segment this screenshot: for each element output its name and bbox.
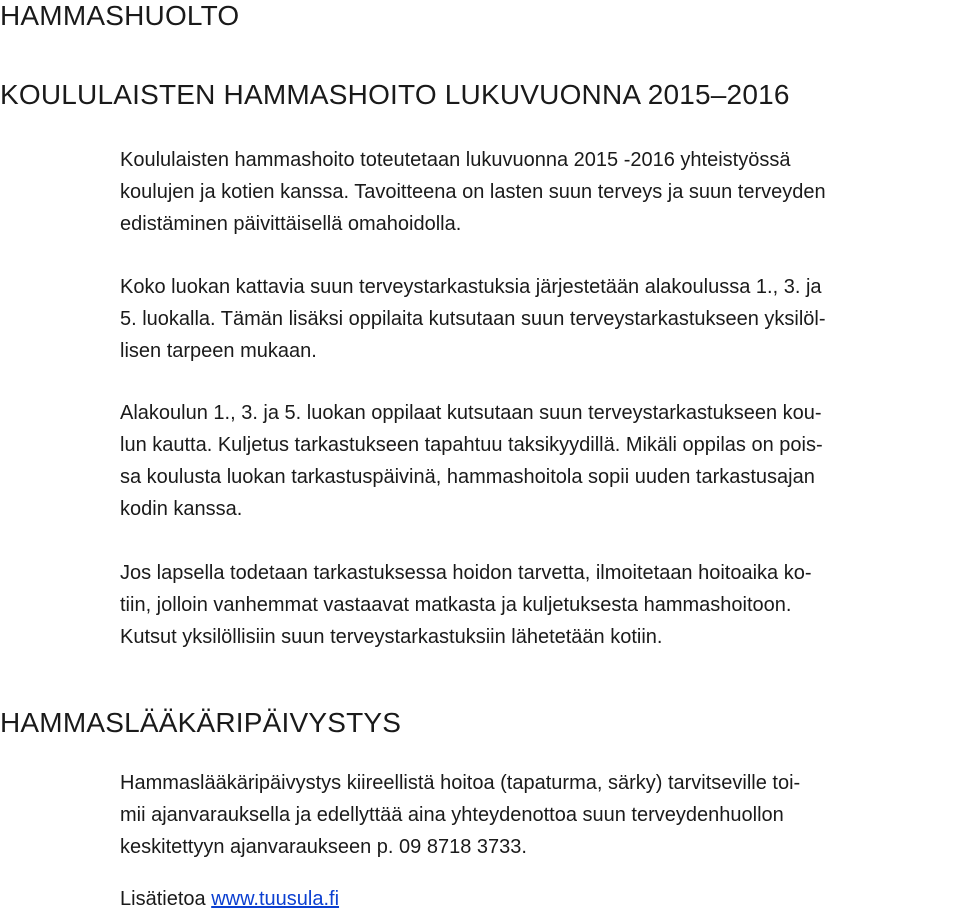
more-info-label: Lisätietoa: [120, 888, 206, 910]
website-link[interactable]: www.tuusula.fi: [211, 888, 340, 910]
more-info-line: [120, 883, 950, 915]
text-line: koulujen ja kotien kanssa. Tavoitteena on lasten suun terveys ja suun terveyden: [120, 181, 826, 203]
text-line: Koululaisten hammashoito toteutetaan lukuvuonna 2015 -2016 yhteistyössä: [120, 149, 791, 171]
paragraph-intro: [120, 144, 950, 240]
paragraph-school-transport: [120, 397, 950, 525]
text-line: lun kautta. Kuljetus tarkastukseen tapahtuu taksikyydillä. Mikäli oppilas on pois-: [120, 434, 823, 456]
text-line: Hammaslääkäripäivystys kiireellistä hoitoa (tapaturma, särky) tarvitseville toi-: [120, 772, 801, 794]
text-line: tiin, jolloin vanhemmat vastaavat matkasta ja kuljetuksesta hammashoitoon.: [120, 594, 792, 616]
text-line: mii ajanvarauksella ja edellyttää aina yhteydenottoa suun terveydenhuollon: [120, 804, 784, 826]
text-line: 5. luokalla. Tämän lisäksi oppilaita kutsutaan suun terveystarkastukseen yksilöl-: [120, 308, 826, 330]
text-line: kodin kanssa.: [120, 498, 243, 520]
text-line: Koko luokan kattavia suun terveystarkastuksia järjestetään alakoulussa 1., 3. ja: [120, 276, 822, 298]
section-heading-school-dental-care: KOULULAISTEN HAMMASHOITO LUKUVUONNA 2015–2016: [0, 79, 790, 110]
text-line: keskitettyyn ajanvaraukseen p. 09 8718 3733.: [120, 836, 527, 858]
paragraph-treatment-needs: [120, 557, 950, 653]
text-line: sa koulusta luokan tarkastuspäivinä, hammashoitola sopii uuden tarkastusajan: [120, 466, 815, 488]
paragraph-emergency-info: [120, 767, 950, 863]
text-line: Jos lapsella todetaan tarkastuksessa hoidon tarvetta, ilmoitetaan hoitoaika ko-: [120, 562, 812, 584]
text-line: Kutsut yksilöllisiin suun terveystarkastuksiin lähetetään kotiin.: [120, 626, 663, 648]
text-line: Alakoulun 1., 3. ja 5. luokan oppilaat kutsutaan suun terveystarkastukseen kou-: [120, 402, 822, 424]
text-line: lisen tarpeen mukaan.: [120, 340, 317, 362]
text-line: edistäminen päivittäisellä omahoidolla.: [120, 213, 462, 235]
paragraph-class-checkups: [120, 271, 950, 367]
more-info-row: [120, 883, 950, 915]
section-heading-emergency-dental: HAMMASLÄÄKÄRIPÄIVYSTYS: [0, 707, 402, 738]
page-title: HAMMASHUOLTO: [0, 0, 240, 31]
